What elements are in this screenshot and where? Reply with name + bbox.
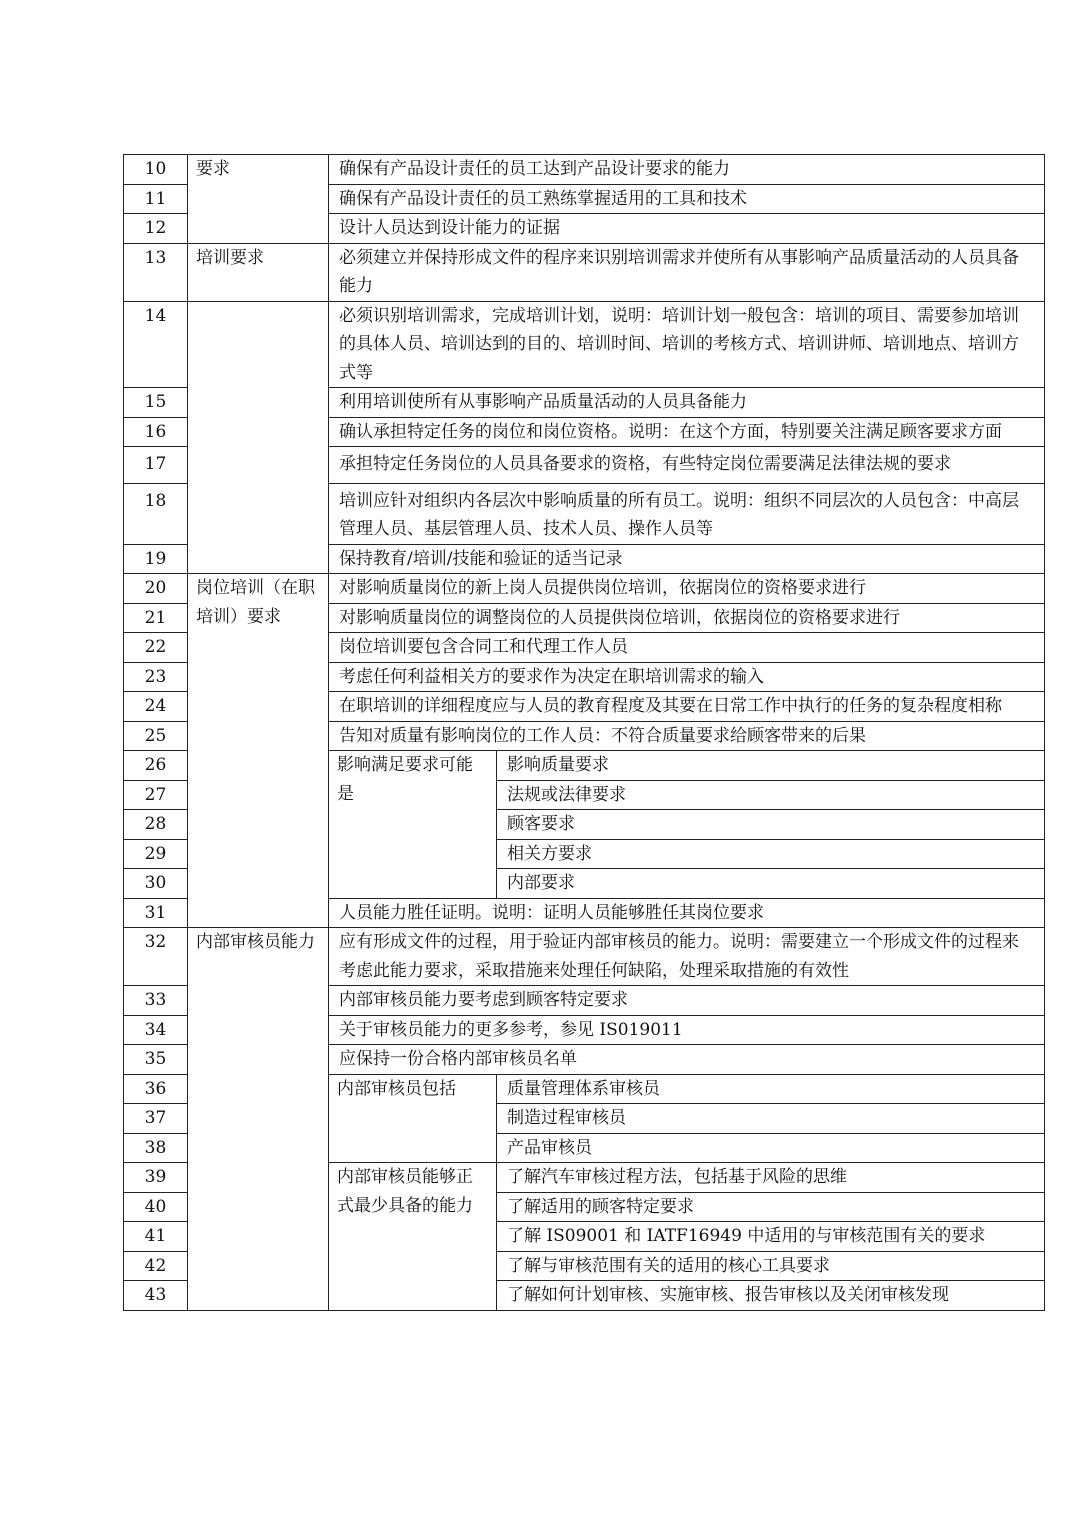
row-number: 31 [124, 898, 188, 928]
requirement-text: 人员能力胜任证明。说明：证明人员能够胜任其岗位要求 [329, 898, 1045, 928]
row-number: 43 [124, 1281, 188, 1311]
row-number: 24 [124, 692, 188, 722]
requirement-text: 承担特定任务岗位的人员具备要求的资格，有些特定岗位需要满足法律法规的要求 [329, 447, 1045, 484]
row-number: 41 [124, 1222, 188, 1252]
requirement-text: 必须建立并保持形成文件的程序来识别培训需求并使所有从事影响产品质量活动的人员具备能力 [329, 243, 1045, 301]
requirement-text: 关于审核员能力的更多参考，参见 IS019011 [329, 1015, 1045, 1045]
requirement-text: 了解适用的顾客特定要求 [497, 1192, 1045, 1222]
row-number: 35 [124, 1045, 188, 1075]
requirement-text: 影响质量要求 [497, 751, 1045, 781]
row-number: 15 [124, 388, 188, 418]
table-row [124, 301, 1045, 388]
requirement-text: 质量管理体系审核员 [497, 1074, 1045, 1104]
row-number: 37 [124, 1104, 188, 1134]
row-number: 21 [124, 603, 188, 633]
requirement-text: 利用培训使所有从事影响产品质量活动的人员具备能力 [329, 388, 1045, 418]
row-number: 36 [124, 1074, 188, 1104]
requirement-text: 了解与审核范围有关的适用的核心工具要求 [497, 1251, 1045, 1281]
requirement-text: 了解汽车审核过程方法，包括基于风险的思维 [497, 1163, 1045, 1193]
table-row [124, 155, 1045, 185]
row-number: 33 [124, 986, 188, 1016]
requirement-text: 对影响质量岗位的新上岗人员提供岗位培训，依据岗位的资格要求进行 [329, 574, 1045, 604]
row-number: 19 [124, 544, 188, 574]
category-cell: 岗位培训（在职培训）要求 [188, 574, 329, 928]
requirement-text: 确保有产品设计责任的员工达到产品设计要求的能力 [329, 155, 1045, 185]
requirement-text: 告知对质量有影响岗位的工作人员：不符合质量要求给顾客带来的后果 [329, 721, 1045, 751]
row-number: 11 [124, 184, 188, 214]
requirement-text: 了解 IS09001 和 IATF16949 中适用的与审核范围有关的要求 [497, 1222, 1045, 1252]
requirement-text: 相关方要求 [497, 839, 1045, 869]
requirement-text: 确保有产品设计责任的员工熟练掌握适用的工具和技术 [329, 184, 1045, 214]
row-number: 29 [124, 839, 188, 869]
requirement-text: 应有形成文件的过程，用于验证内部审核员的能力。说明：需要建立一个形成文件的过程来考虑此能力要求，采取措施来处理任何缺陷，处理采取措施的有效性 [329, 928, 1045, 986]
subcategory-cell: 内部审核员能够正式最少具备的能力 [329, 1163, 497, 1311]
row-number: 26 [124, 751, 188, 781]
subcategory-cell: 影响满足要求可能是 [329, 751, 497, 899]
table-row [124, 574, 1045, 604]
row-number: 40 [124, 1192, 188, 1222]
row-number: 25 [124, 721, 188, 751]
row-number: 23 [124, 662, 188, 692]
requirement-text: 对影响质量岗位的调整岗位的人员提供岗位培训，依据岗位的资格要求进行 [329, 603, 1045, 633]
row-number: 22 [124, 633, 188, 663]
requirement-text: 应保持一份合格内部审核员名单 [329, 1045, 1045, 1075]
requirement-text: 法规或法律要求 [497, 780, 1045, 810]
document-page [123, 154, 1044, 1311]
row-number: 20 [124, 574, 188, 604]
row-number: 30 [124, 869, 188, 899]
category-cell: 内部审核员能力 [188, 928, 329, 1311]
subcategory-cell: 内部审核员包括 [329, 1074, 497, 1163]
requirement-text: 考虑任何利益相关方的要求作为决定在职培训需求的输入 [329, 662, 1045, 692]
requirement-text: 确认承担特定任务的岗位和岗位资格。说明：在这个方面，特别要关注满足顾客要求方面 [329, 417, 1045, 447]
row-number: 39 [124, 1163, 188, 1193]
row-number: 18 [124, 483, 188, 544]
table-row [124, 243, 1045, 301]
requirement-text: 内部要求 [497, 869, 1045, 899]
row-number: 14 [124, 301, 188, 388]
row-number: 16 [124, 417, 188, 447]
table-row [124, 928, 1045, 986]
requirement-text: 在职培训的详细程度应与人员的教育程度及其要在日常工作中执行的任务的复杂程度相称 [329, 692, 1045, 722]
requirement-text: 产品审核员 [497, 1133, 1045, 1163]
category-cell-empty [188, 301, 329, 574]
row-number: 27 [124, 780, 188, 810]
requirement-text: 制造过程审核员 [497, 1104, 1045, 1134]
requirement-text: 设计人员达到设计能力的证据 [329, 214, 1045, 244]
row-number: 17 [124, 447, 188, 484]
row-number: 12 [124, 214, 188, 244]
category-cell: 要求 [188, 155, 329, 244]
requirement-text: 内部审核员能力要考虑到顾客特定要求 [329, 986, 1045, 1016]
row-number: 32 [124, 928, 188, 986]
requirement-text: 保持教育/培训/技能和验证的适当记录 [329, 544, 1045, 574]
category-cell: 培训要求 [188, 243, 329, 301]
requirement-text: 了解如何计划审核、实施审核、报告审核以及关闭审核发现 [497, 1281, 1045, 1311]
requirement-text: 顾客要求 [497, 810, 1045, 840]
requirements-table [123, 154, 1045, 1311]
row-number: 10 [124, 155, 188, 185]
requirement-text: 必须识别培训需求，完成培训计划，说明：培训计划一般包含：培训的项目、需要参加培训的具体人员、培训达到的目的、培训时间、培训的考核方式、培训讲师、培训地点、培训方式等 [329, 301, 1045, 388]
row-number: 42 [124, 1251, 188, 1281]
requirement-text: 培训应针对组织内各层次中影响质量的所有员工。说明：组织不同层次的人员包含：中高层管理人员、基层管理人员、技术人员、操作人员等 [329, 483, 1045, 544]
row-number: 38 [124, 1133, 188, 1163]
row-number: 34 [124, 1015, 188, 1045]
row-number: 28 [124, 810, 188, 840]
requirement-text: 岗位培训要包含合同工和代理工作人员 [329, 633, 1045, 663]
row-number: 13 [124, 243, 188, 301]
